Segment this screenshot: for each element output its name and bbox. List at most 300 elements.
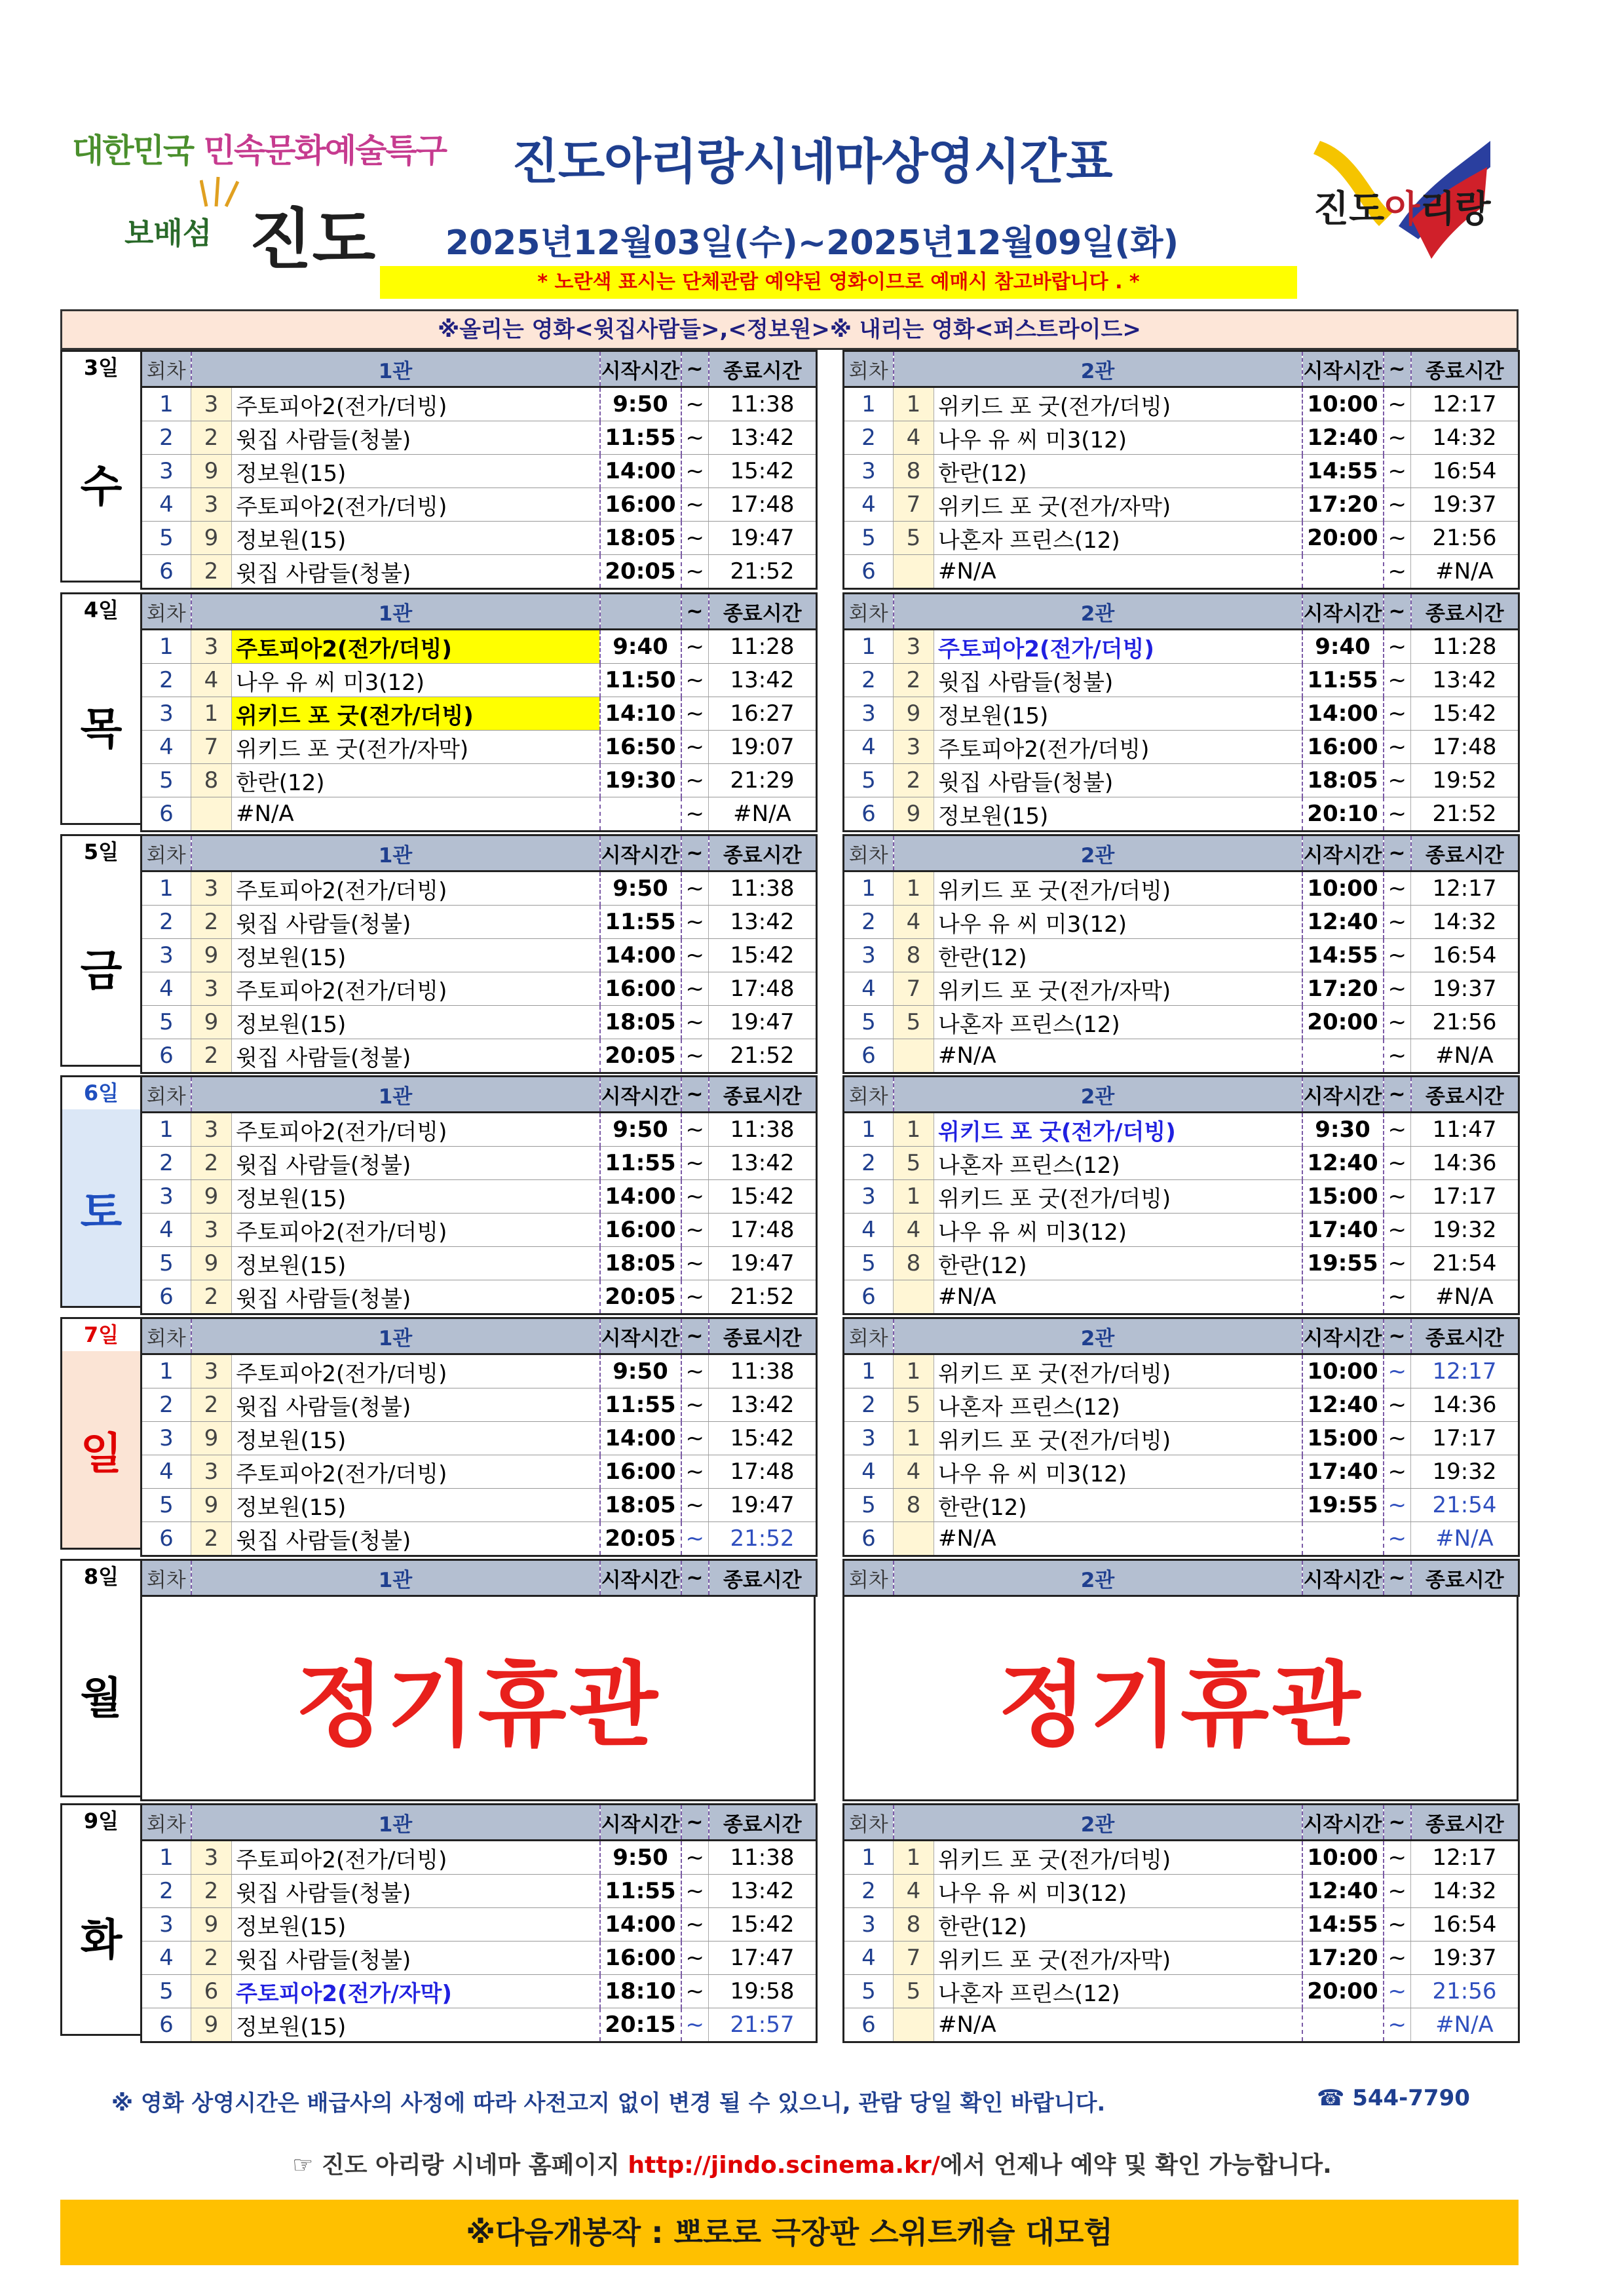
showtime-row[interactable] <box>844 1113 1519 1147</box>
start-time <box>600 797 681 832</box>
start-time: 15:00 <box>1302 1422 1384 1455</box>
movie-title: 정보원(15) <box>232 1489 600 1522</box>
round-number: 3 <box>142 939 191 972</box>
showtime-row[interactable] <box>844 455 1519 488</box>
round-header: 회차 <box>844 1318 894 1354</box>
showtime-row[interactable] <box>142 1489 817 1522</box>
showtime-row[interactable] <box>142 522 817 555</box>
round-number: 5 <box>142 1247 191 1280</box>
showtime-row[interactable] <box>142 1006 817 1039</box>
showtime-row[interactable] <box>844 421 1519 455</box>
showtime-row[interactable] <box>142 2008 817 2042</box>
movie-code: 9 <box>191 2008 232 2042</box>
showtime-row[interactable] <box>142 421 817 455</box>
tilde-header: ~ <box>1384 351 1411 387</box>
day-weekday: 화 <box>80 1914 123 1965</box>
movie-code: 3 <box>894 731 934 764</box>
start-time: 18:05 <box>600 1247 681 1280</box>
movie-title: 나우 유 씨 미3(12) <box>934 1214 1302 1247</box>
day-label <box>60 1559 140 1797</box>
movie-code: 1 <box>894 387 934 421</box>
start-time: 20:00 <box>1302 1975 1384 2008</box>
showtime-row[interactable] <box>142 455 817 488</box>
movie-code: 1 <box>191 697 232 731</box>
tilde: ~ <box>681 972 709 1006</box>
hall-title: 1관 <box>191 1805 600 1841</box>
showtime-row[interactable] <box>142 939 817 972</box>
tilde: ~ <box>1384 421 1411 455</box>
showtime-row[interactable] <box>142 697 817 731</box>
hall-header <box>844 1077 1519 1113</box>
start-time: 14:55 <box>1302 455 1384 488</box>
showtime-row[interactable] <box>142 1908 817 1942</box>
hall-title: 1관 <box>191 1560 600 1596</box>
movie-title: 주토피아2(전가/더빙) <box>232 1354 600 1388</box>
start-header: 시작시간 <box>600 351 681 387</box>
movie-title: 나혼자 프린스(12) <box>934 1006 1302 1039</box>
day-block <box>60 592 1519 830</box>
tilde: ~ <box>1384 764 1411 797</box>
movie-code: 2 <box>191 1039 232 1073</box>
showtime-row[interactable] <box>844 906 1519 939</box>
hall-title: 2관 <box>894 351 1302 387</box>
showtime-row[interactable] <box>844 555 1519 589</box>
end-time: 12:17 <box>1411 387 1519 421</box>
tilde: ~ <box>681 906 709 939</box>
day-block <box>60 834 1519 1071</box>
footer-home-post: 에서 언제나 예약 및 확인 가능합니다. <box>939 2152 1332 2179</box>
round-header: 회차 <box>844 1077 894 1113</box>
day-date: 8일 <box>62 1559 140 1593</box>
movie-code: 7 <box>894 488 934 522</box>
logo-right <box>1300 128 1497 272</box>
round-number: 3 <box>142 455 191 488</box>
tilde: ~ <box>1384 1975 1411 2008</box>
round-number: 6 <box>844 2008 894 2042</box>
showtime-row[interactable] <box>844 1942 1519 1975</box>
movie-title: 정보원(15) <box>232 1422 600 1455</box>
tilde: ~ <box>1384 1214 1411 1247</box>
showtime-row[interactable] <box>142 1455 817 1489</box>
showtime-row[interactable] <box>142 871 817 906</box>
showtime-row[interactable] <box>142 1841 817 1875</box>
start-time: 14:00 <box>600 1180 681 1214</box>
movie-code: 3 <box>894 630 934 664</box>
hall-header <box>142 1560 817 1596</box>
end-header: 종료시간 <box>1411 835 1519 871</box>
movie-code: 5 <box>894 1975 934 2008</box>
round-number: 3 <box>844 1422 894 1455</box>
showtime-row[interactable] <box>844 1006 1519 1039</box>
movie-title: 주토피아2(전가/더빙) <box>232 871 600 906</box>
start-time: 11:55 <box>1302 664 1384 697</box>
start-time: 15:00 <box>1302 1180 1384 1214</box>
tilde: ~ <box>681 1180 709 1214</box>
movie-code <box>894 1039 934 1073</box>
start-header: 시작시간 <box>1302 594 1384 630</box>
round-number: 3 <box>844 455 894 488</box>
tilde: ~ <box>681 1422 709 1455</box>
showtime-row[interactable] <box>844 664 1519 697</box>
showtime-row[interactable] <box>142 630 817 664</box>
tilde: ~ <box>1384 455 1411 488</box>
showtime-row[interactable] <box>142 1388 817 1422</box>
day-label <box>60 1803 140 2036</box>
round-number: 6 <box>844 1039 894 1073</box>
tilde-header: ~ <box>1384 1560 1411 1596</box>
tilde: ~ <box>681 697 709 731</box>
showtime-row[interactable] <box>844 972 1519 1006</box>
end-time: 15:42 <box>1411 697 1519 731</box>
movie-code: 3 <box>191 630 232 664</box>
showtime-row[interactable] <box>142 664 817 697</box>
showtime-row[interactable] <box>142 1147 817 1180</box>
round-number: 1 <box>142 1113 191 1147</box>
hall-2 <box>842 1559 1519 1801</box>
showtime-row[interactable] <box>844 939 1519 972</box>
movie-title: 주토피아2(전가/더빙) <box>232 1113 600 1147</box>
movie-code: 1 <box>894 871 934 906</box>
end-time: 19:58 <box>709 1975 817 2008</box>
round-number: 3 <box>844 1908 894 1942</box>
start-time: 18:05 <box>600 1489 681 1522</box>
tilde: ~ <box>681 421 709 455</box>
hall-1 <box>140 350 816 590</box>
showtime-row[interactable] <box>844 1975 1519 2008</box>
movie-title: 위키드 포 굿(전가/더빙) <box>232 697 600 731</box>
showtime-row[interactable] <box>844 764 1519 797</box>
tilde: ~ <box>1384 1841 1411 1875</box>
start-time: 19:30 <box>600 764 681 797</box>
day-date: 6일 <box>62 1075 140 1109</box>
round-number: 5 <box>142 1006 191 1039</box>
end-time: 21:52 <box>709 1522 817 1556</box>
showtime-row[interactable] <box>844 731 1519 764</box>
end-time: 14:32 <box>1411 906 1519 939</box>
start-time: 9:50 <box>600 387 681 421</box>
showtime-row[interactable] <box>844 1039 1519 1073</box>
showtime-row[interactable] <box>844 630 1519 664</box>
showtime-row[interactable] <box>844 387 1519 421</box>
movie-code: 3 <box>191 488 232 522</box>
showtime-row[interactable] <box>142 1975 817 2008</box>
hall-header <box>142 1805 817 1841</box>
movie-code: 3 <box>191 972 232 1006</box>
showtime-row[interactable] <box>844 1354 1519 1388</box>
start-time: 10:00 <box>1302 387 1384 421</box>
showtime-row[interactable] <box>142 764 817 797</box>
movie-code: 7 <box>894 972 934 1006</box>
start-time: 18:05 <box>1302 764 1384 797</box>
movie-code: 5 <box>894 1388 934 1422</box>
movie-title: 정보원(15) <box>934 697 1302 731</box>
round-number: 5 <box>844 1975 894 2008</box>
movie-code: 9 <box>894 697 934 731</box>
footer-homepage <box>0 2147 1624 2180</box>
movie-title: 정보원(15) <box>232 1247 600 1280</box>
showtime-row[interactable] <box>844 1841 1519 1875</box>
tilde-header: ~ <box>681 594 709 630</box>
end-time: 21:54 <box>1411 1247 1519 1280</box>
day-weekday: 수 <box>80 461 123 512</box>
end-header: 종료시간 <box>709 351 817 387</box>
movie-title: 위키드 포 굿(전가/자막) <box>232 731 600 764</box>
showtime-row[interactable] <box>142 797 817 832</box>
hall-header <box>142 1318 817 1354</box>
movie-title: 주토피아2(전가/자막) <box>232 1975 600 2008</box>
end-time: 11:47 <box>1411 1113 1519 1147</box>
hall-1 <box>140 592 816 832</box>
start-header: 시작시간 <box>1302 1318 1384 1354</box>
showtime-row[interactable] <box>844 2008 1519 2042</box>
round-number: 6 <box>142 555 191 589</box>
notice: * 노란색 표시는 단체관람 예약된 영화이므로 예매시 참고바랍니다 . * <box>380 266 1297 299</box>
round-number: 1 <box>142 1354 191 1388</box>
movie-code: 9 <box>894 797 934 832</box>
round-number: 5 <box>844 1247 894 1280</box>
end-time: 21:52 <box>709 1280 817 1314</box>
movie-title: 나우 유 씨 미3(12) <box>934 906 1302 939</box>
start-header: 시작시간 <box>1302 835 1384 871</box>
tilde: ~ <box>1384 1908 1411 1942</box>
tilde: ~ <box>1384 1522 1411 1556</box>
day-weekday: 목 <box>80 703 123 754</box>
movie-code: 1 <box>894 1180 934 1214</box>
movie-title: 윗집 사람들(청불) <box>232 906 600 939</box>
closed-notice <box>842 1597 1519 1801</box>
start-time: 14:00 <box>1302 697 1384 731</box>
showtime-row[interactable] <box>844 1875 1519 1908</box>
round-number: 3 <box>142 697 191 731</box>
start-time: 10:00 <box>1302 1841 1384 1875</box>
end-time: 15:42 <box>709 1908 817 1942</box>
end-time: 13:42 <box>709 906 817 939</box>
movie-code: 3 <box>191 1455 232 1489</box>
hall-title: 1관 <box>191 594 600 630</box>
showtime-row[interactable] <box>142 1039 817 1073</box>
end-time: 11:28 <box>709 630 817 664</box>
end-time: 21:57 <box>709 2008 817 2042</box>
start-time: 16:00 <box>600 1214 681 1247</box>
hall-header <box>142 351 817 387</box>
movie-title: 나혼자 프린스(12) <box>934 1388 1302 1422</box>
movie-title: 윗집 사람들(청불) <box>232 1039 600 1073</box>
showtime-row[interactable] <box>844 697 1519 731</box>
hall-header <box>142 594 817 630</box>
showtime-row[interactable] <box>142 1113 817 1147</box>
end-time: 16:27 <box>709 697 817 731</box>
showtime-row[interactable] <box>844 1422 1519 1455</box>
showtime-row[interactable] <box>142 1214 817 1247</box>
end-time: 11:38 <box>709 871 817 906</box>
end-time: 17:48 <box>1411 731 1519 764</box>
round-number: 3 <box>844 939 894 972</box>
showtime-row[interactable] <box>142 387 817 421</box>
showtime-row[interactable] <box>142 1522 817 1556</box>
movie-code: 2 <box>191 1942 232 1975</box>
end-header: 종료시간 <box>1411 1805 1519 1841</box>
showtime-row[interactable] <box>844 1247 1519 1280</box>
showtime-row[interactable] <box>844 1280 1519 1314</box>
tilde: ~ <box>681 664 709 697</box>
showtime-row[interactable] <box>142 1180 817 1214</box>
end-time: 19:47 <box>709 1006 817 1039</box>
tilde: ~ <box>681 1388 709 1422</box>
movie-code: 4 <box>894 421 934 455</box>
showtime-row[interactable] <box>844 797 1519 832</box>
hall-title: 2관 <box>894 594 1302 630</box>
start-time: 17:20 <box>1302 1942 1384 1975</box>
tilde: ~ <box>1384 1489 1411 1522</box>
end-time: 19:32 <box>1411 1455 1519 1489</box>
tilde: ~ <box>1384 871 1411 906</box>
showtime-row[interactable] <box>142 1247 817 1280</box>
movie-title: 위키드 포 굿(전가/더빙) <box>934 1841 1302 1875</box>
round-header: 회차 <box>844 351 894 387</box>
movie-code: 3 <box>191 1841 232 1875</box>
movie-title: 나우 유 씨 미3(12) <box>934 1455 1302 1489</box>
movie-title: 정보원(15) <box>232 1180 600 1214</box>
showtime-row[interactable] <box>142 972 817 1006</box>
tilde: ~ <box>1384 555 1411 589</box>
showtime-row[interactable] <box>844 1522 1519 1556</box>
showtime-row[interactable] <box>142 1422 817 1455</box>
showtime-row[interactable] <box>142 906 817 939</box>
showtime-row[interactable] <box>844 1214 1519 1247</box>
end-header: 종료시간 <box>1411 351 1519 387</box>
showtime-row[interactable] <box>844 488 1519 522</box>
start-time: 19:55 <box>1302 1489 1384 1522</box>
showtime-row[interactable] <box>844 1388 1519 1422</box>
round-number: 6 <box>142 797 191 832</box>
tilde: ~ <box>681 939 709 972</box>
movie-title: 정보원(15) <box>934 797 1302 832</box>
tilde: ~ <box>681 1113 709 1147</box>
round-number: 1 <box>844 1113 894 1147</box>
showtime-row[interactable] <box>142 488 817 522</box>
hall-1 <box>140 1559 816 1801</box>
closed-notice <box>140 1597 816 1801</box>
footer-note: ※ 영화 상영시간은 배급사의 사정에 따라 사전고지 없이 변경 될 수 있으니, 관람 당일 확인 바랍니다. <box>111 2090 1106 2116</box>
movie-title: 윗집 사람들(청불) <box>232 1280 600 1314</box>
start-time: 9:40 <box>1302 630 1384 664</box>
tilde: ~ <box>1384 522 1411 555</box>
movie-code <box>894 2008 934 2042</box>
round-header: 회차 <box>142 1318 191 1354</box>
logo-left-line1: 대한민국 민속문화예술특구 <box>72 132 447 170</box>
movie-title: 위키드 포 굿(전가/더빙) <box>934 1113 1302 1147</box>
showtime-row[interactable] <box>142 555 817 589</box>
round-number: 6 <box>142 1039 191 1073</box>
movie-code: 4 <box>191 664 232 697</box>
start-time: 11:55 <box>600 1388 681 1422</box>
tilde: ~ <box>681 455 709 488</box>
movie-title: #N/A <box>934 2008 1302 2042</box>
logo-right-text: 진도아리랑 <box>1313 188 1491 231</box>
closed-text: 정기휴관 <box>295 1653 660 1759</box>
showtime-row[interactable] <box>844 1455 1519 1489</box>
showtime-row[interactable] <box>844 1908 1519 1942</box>
round-number: 2 <box>142 1147 191 1180</box>
day-label <box>60 1317 140 1550</box>
start-header: 시작시간 <box>600 835 681 871</box>
round-number: 4 <box>844 1942 894 1975</box>
showtime-row[interactable] <box>142 1875 817 1908</box>
hall-1 <box>140 834 816 1074</box>
start-time: 12:40 <box>1302 421 1384 455</box>
start-time: 10:00 <box>1302 1354 1384 1388</box>
movie-code: 1 <box>894 1354 934 1388</box>
movie-code: 4 <box>894 1875 934 1908</box>
tilde: ~ <box>681 630 709 664</box>
end-header: 종료시간 <box>709 835 817 871</box>
tilde: ~ <box>681 1908 709 1942</box>
tilde: ~ <box>1384 1006 1411 1039</box>
banner-movies-in-out: ※올리는 영화<윗집사람들>,<정보원>※ 내리는 영화<퍼스트라이드> <box>60 309 1519 350</box>
round-number: 2 <box>844 1388 894 1422</box>
round-number: 4 <box>142 972 191 1006</box>
round-number: 5 <box>142 522 191 555</box>
movie-title: 주토피아2(전가/더빙) <box>232 630 600 664</box>
tilde-header: ~ <box>1384 594 1411 630</box>
showtime-row[interactable] <box>844 1147 1519 1180</box>
showtime-row[interactable] <box>844 522 1519 555</box>
end-time: 13:42 <box>1411 664 1519 697</box>
showtime-row[interactable] <box>844 871 1519 906</box>
showtime-row[interactable] <box>844 1180 1519 1214</box>
tilde: ~ <box>1384 731 1411 764</box>
tilde: ~ <box>681 1942 709 1975</box>
round-number: 5 <box>142 764 191 797</box>
start-header: 시작시간 <box>600 1318 681 1354</box>
showtime-row[interactable] <box>142 1942 817 1975</box>
homepage-link[interactable]: http://jindo.scinema.kr/ <box>628 2152 940 2179</box>
start-time: 16:00 <box>600 972 681 1006</box>
end-time: 21:29 <box>709 764 817 797</box>
round-header: 회차 <box>142 835 191 871</box>
movie-code: 2 <box>894 664 934 697</box>
tilde: ~ <box>1384 1455 1411 1489</box>
end-header: 종료시간 <box>709 594 817 630</box>
tilde-header: ~ <box>1384 1805 1411 1841</box>
movie-title: 윗집 사람들(청불) <box>232 1147 600 1180</box>
movie-title: 주토피아2(전가/더빙) <box>232 972 600 1006</box>
round-number: 1 <box>142 871 191 906</box>
movie-title: 위키드 포 굿(전가/더빙) <box>934 1180 1302 1214</box>
movie-code: 1 <box>894 1841 934 1875</box>
hall-2 <box>842 592 1519 832</box>
day-block <box>60 350 1519 587</box>
tilde-header: ~ <box>1384 1318 1411 1354</box>
start-header: 시작시간 <box>600 1077 681 1113</box>
showtime-row[interactable] <box>844 1489 1519 1522</box>
movie-code: 9 <box>191 1422 232 1455</box>
movie-title: 한란(12) <box>934 455 1302 488</box>
showtime-row[interactable] <box>142 1280 817 1314</box>
end-time: 21:54 <box>1411 1489 1519 1522</box>
showtime-row[interactable] <box>142 1354 817 1388</box>
end-header: 종료시간 <box>709 1077 817 1113</box>
showtime-row[interactable] <box>142 731 817 764</box>
start-time: 11:55 <box>600 1147 681 1180</box>
start-time: 11:55 <box>600 421 681 455</box>
start-time: 14:00 <box>600 1422 681 1455</box>
movie-title: 위키드 포 굿(전가/더빙) <box>934 1354 1302 1388</box>
period: 2025년12월03일(수)~2025년12월09일(화) <box>445 223 1179 263</box>
tilde-header: ~ <box>681 1318 709 1354</box>
end-time: #N/A <box>1411 1039 1519 1073</box>
movie-code: 9 <box>191 1247 232 1280</box>
